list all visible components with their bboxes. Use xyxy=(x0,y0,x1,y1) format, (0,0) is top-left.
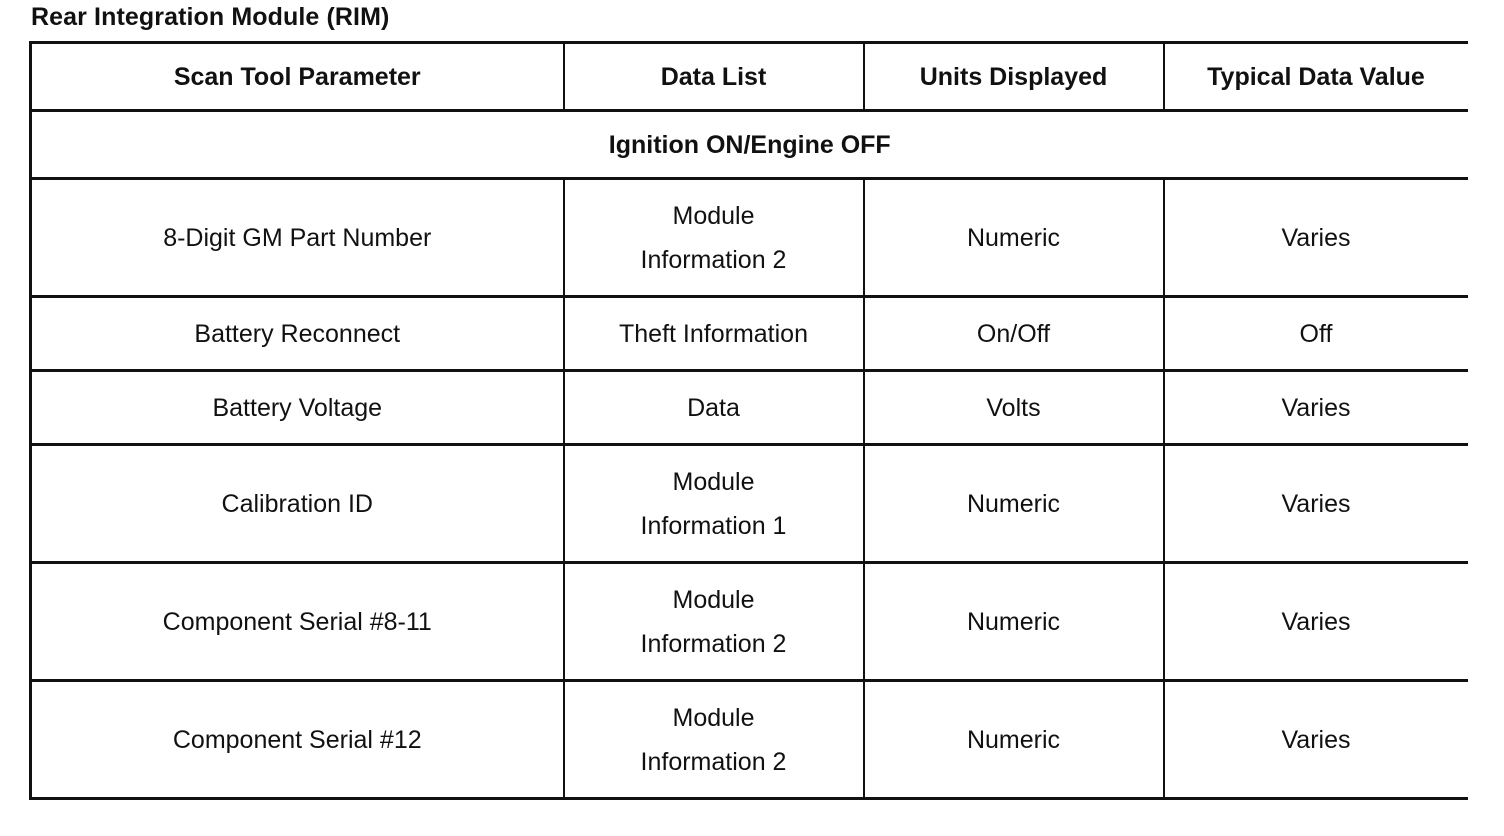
header-data-list: Data List xyxy=(564,43,864,111)
table-row xyxy=(31,179,1468,297)
data-list-cell xyxy=(564,445,864,563)
units-cell: Numeric xyxy=(864,445,1164,563)
data-list-line: Module xyxy=(672,585,755,614)
parameter-cell: Calibration ID xyxy=(31,445,564,563)
parameter-cell: Component Serial #8-11 xyxy=(31,563,564,681)
data-list-cell: Data xyxy=(564,371,864,445)
parameter-cell: 8-Digit GM Part Number xyxy=(31,179,564,297)
data-list-cell xyxy=(564,681,864,799)
units-cell: Volts xyxy=(864,371,1164,445)
units-cell: Numeric xyxy=(864,179,1164,297)
data-list-cell xyxy=(564,563,864,681)
table-row xyxy=(31,445,1468,563)
section-row xyxy=(31,111,1468,179)
units-cell: On/Off xyxy=(864,297,1164,371)
typical-value-cell: Off xyxy=(1164,297,1468,371)
table-row xyxy=(31,563,1468,681)
units-cell: Numeric xyxy=(864,681,1164,799)
data-list-line: Information 1 xyxy=(640,511,787,540)
typical-value-cell: Varies xyxy=(1164,445,1468,563)
parameter-table xyxy=(29,41,1468,800)
section-label: Ignition ON/Engine OFF xyxy=(31,111,1468,179)
typical-value-cell: Varies xyxy=(1164,371,1468,445)
typical-value-cell: Varies xyxy=(1164,563,1468,681)
data-list-line: Module xyxy=(672,201,755,230)
typical-value-cell: Varies xyxy=(1164,179,1468,297)
header-units-displayed: Units Displayed xyxy=(864,43,1164,111)
header-row xyxy=(31,43,1468,111)
data-list-cell: Theft Information xyxy=(564,297,864,371)
table-row xyxy=(31,371,1468,445)
data-list-line: Information 2 xyxy=(640,245,787,274)
data-list-cell xyxy=(564,179,864,297)
table-row xyxy=(31,681,1468,799)
header-scan-tool-parameter: Scan Tool Parameter xyxy=(31,43,564,111)
page-title: Rear Integration Module (RIM) xyxy=(31,3,390,31)
parameter-cell: Battery Reconnect xyxy=(31,297,564,371)
data-list-line: Information 2 xyxy=(640,629,787,658)
data-list-line: Module xyxy=(672,467,755,496)
units-cell: Numeric xyxy=(864,563,1164,681)
parameter-cell: Battery Voltage xyxy=(31,371,564,445)
parameter-cell: Component Serial #12 xyxy=(31,681,564,799)
data-list-line: Module xyxy=(672,703,755,732)
header-typical-data-value: Typical Data Value xyxy=(1164,43,1468,111)
data-list-line: Information 2 xyxy=(640,747,787,776)
typical-value-cell: Varies xyxy=(1164,681,1468,799)
table-row xyxy=(31,297,1468,371)
